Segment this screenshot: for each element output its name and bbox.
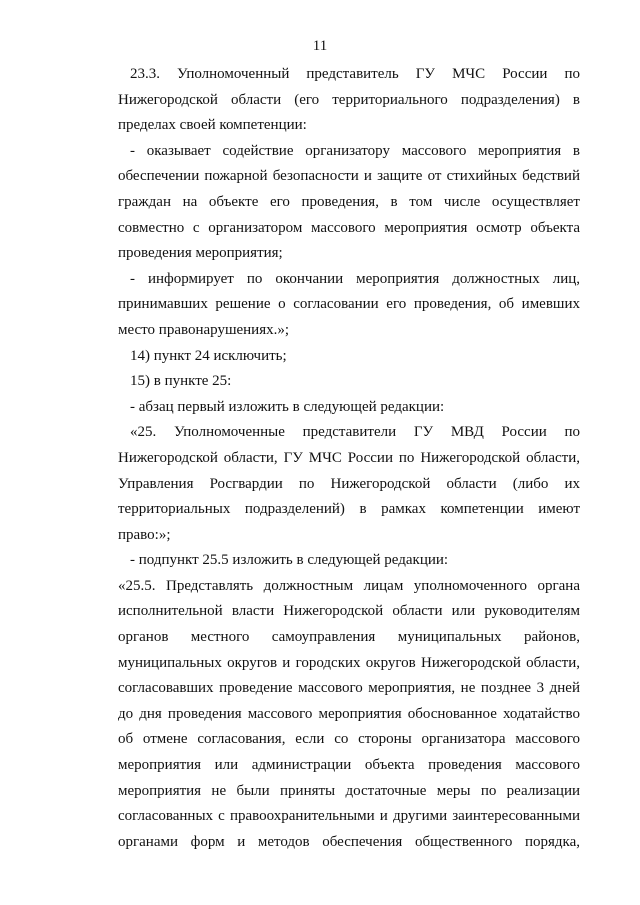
paragraph-first-paragraph-edit: - абзац первый изложить в следующей редакции: <box>130 398 445 415</box>
paragraph-subitem-25-5-edit: - подпункт 25.5 изложить в следующей редакции: <box>130 552 449 569</box>
paragraph-item-14: 14) пункт 24 исключить; <box>130 347 287 364</box>
paragraph-25: «25. Уполномоченные представители ГУ МВД России по Нижегородской области, ГУ МЧС России по Нижегородской области, Управления Росгвардии по Нижегородской области (либо их территориальных подразделений) в рамках компетенции имеют право:»; <box>118 424 580 543</box>
document-body <box>118 62 580 855</box>
paragraph-inform-violations: - информирует по окончании мероприятия должностных лиц, принимавших решение о согласовании его проведения, об имевших место правонарушениях.»; <box>118 270 580 338</box>
paragraph-25-5: «25.5. Представлять должностным лицам уполномоченного органа исполнительной власти Нижегородской области или руководителям органов местного самоуправления муниципальных районов, муниципальных округов и городских округов Нижегородской области, согласовавших проведение массового мероприятия, не позднее 3 дней до дня проведения массового мероприятия обоснованное ходатайство об отмене согласования, если со стороны организатора массового мероприятия или администрации объекта проведения массового мероприятия не были приняты достаточные меры по реализации согласованных с правоохранительными и другими заинтересованными органами форм и методов обеспечения общественного порядка, <box>118 577 580 850</box>
paragraph-fire-safety-assistance: - оказывает содействие организатору массового мероприятия в обеспечении пожарной безопасности и защите от стихийных бедствий граждан на объекте его проведения, в том числе осуществляет совместно с организатором массового мероприятия осмотр объекта проведения мероприятия; <box>118 142 580 262</box>
paragraph-23-3: 23.3. Уполномоченный представитель ГУ МЧС России по Нижегородской области (его территориального подразделения) в пределах своей компетенции: <box>118 66 580 134</box>
paragraph-item-15: 15) в пункте 25: <box>130 373 232 390</box>
page-number: 11 <box>312 38 328 54</box>
